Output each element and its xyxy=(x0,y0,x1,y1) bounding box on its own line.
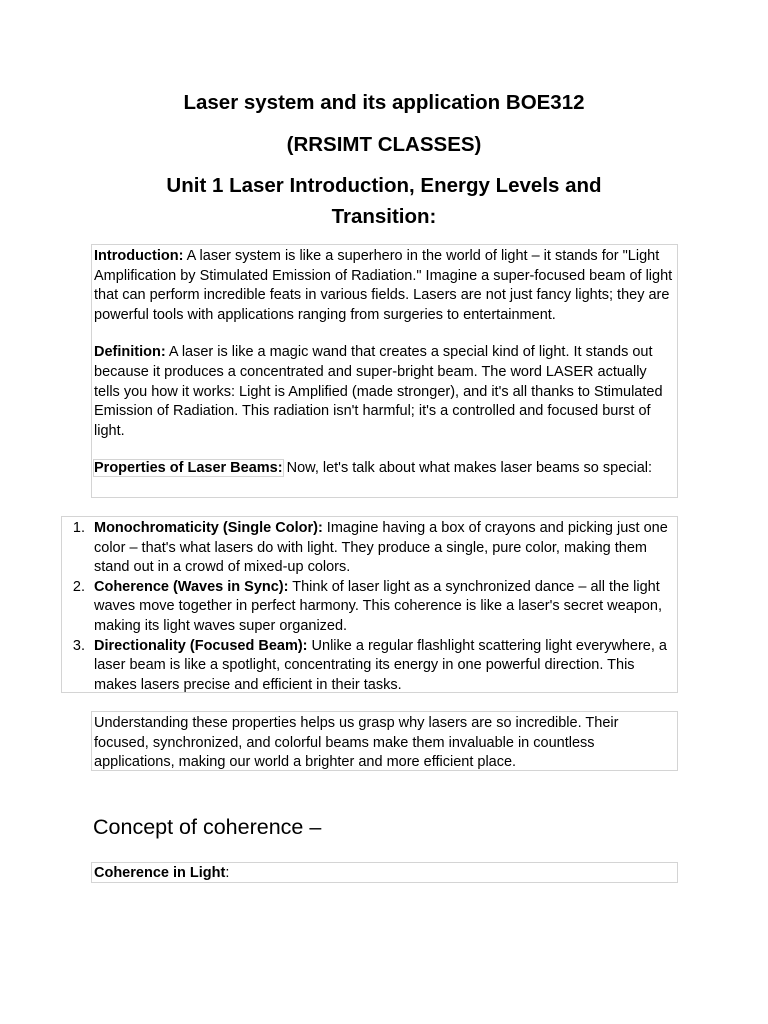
properties-intro-text: Now, let's talk about what makes laser beams so special: xyxy=(282,460,653,477)
property-text: Unlike a regular flashlight scattering light everywhere, a laser beam is like a spotlight, concentrating its energy in one powerful direction. This makes lasers precise and efficient in their tasks. xyxy=(94,637,667,693)
property-label: Monochromaticity (Single Color): xyxy=(94,520,323,536)
property-number: 1. xyxy=(72,520,85,536)
definition-paragraph xyxy=(94,343,675,441)
summary-box xyxy=(91,711,678,771)
properties-list xyxy=(72,519,675,695)
document-title: Laser system and its application BOE312 xyxy=(183,91,585,114)
unit-heading: Unit 1 Laser Introduction, Energy Levels and Transition: xyxy=(166,174,602,228)
summary-paragraph: Understanding these properties helps us grasp why lasers are so incredible. Their focused, synchronized, and colorful beams make them invaluable in countless applications, making our world a brighter and more efficient place. xyxy=(94,715,619,771)
property-number: 3. xyxy=(72,637,85,654)
introduction-text: A laser system is like a superhero in the world of light – it stands for "Light Amplification by Stimulated Emission of Radiation." Imagine a super-focused beam of light that can perform incredible feats in various fields. Lasers are not just fancy lights; they are powerful tools with applications ranging from surgeries to entertainment. xyxy=(94,248,673,323)
properties-intro-paragraph xyxy=(94,459,675,479)
coherence-paragraph xyxy=(94,864,675,884)
coherence-label: Coherence in Light xyxy=(94,865,226,881)
properties-list-box xyxy=(61,516,678,693)
property-label: Coherence (Waves in Sync): xyxy=(94,578,289,595)
property-item xyxy=(72,578,675,637)
property-number: 2. xyxy=(72,578,85,595)
intro-box xyxy=(91,244,678,498)
coherence-colon: : xyxy=(225,865,230,881)
coherence-box xyxy=(91,862,678,883)
document-subtitle: (RRSIMT CLASSES) xyxy=(286,133,482,156)
property-item xyxy=(72,637,675,696)
property-item xyxy=(72,519,675,578)
introduction-paragraph xyxy=(94,247,675,325)
definition-text: A laser is like a magic wand that creates a special kind of light. It stands out because it produces a concentrated and super-bright beam. The word LASER actually tells you how it works: Light is Amplified (made stronger), and it's all thanks to Stimulated Emission of Radiation. This radiation isn't harmful; it's a controlled and focused burst of light. xyxy=(94,344,663,439)
concept-heading: Concept of coherence – xyxy=(93,815,322,839)
property-label: Directionality (Focused Beam): xyxy=(94,637,308,654)
properties-label: Properties of Laser Beams: xyxy=(94,460,283,477)
definition-label: Definition: xyxy=(94,344,166,361)
property-text: Imagine having a box of crayons and picking just one color – that's what lasers do with light. They produce a single, pure color, making them stand out in a crowd of mixed-up colors. xyxy=(94,520,668,576)
property-text: Think of laser light as a synchronized dance – all the light waves move together in perfect harmony. This coherence is like a laser's secret weapon, making its light waves super organized. xyxy=(94,578,663,634)
introduction-label: Introduction: xyxy=(94,248,184,264)
